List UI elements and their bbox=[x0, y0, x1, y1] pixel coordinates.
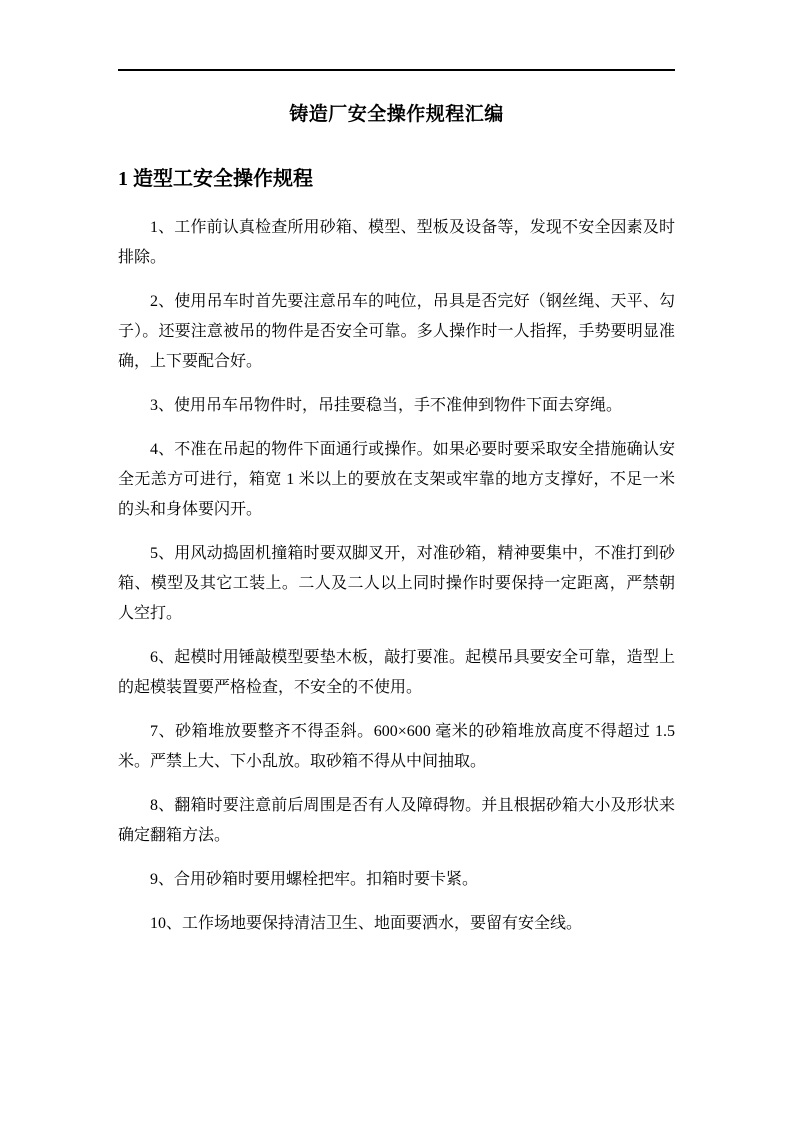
paragraph-3: 3、使用吊车吊物件时，吊挂要稳当，手不准伸到物件下面去穿绳。 bbox=[150, 396, 623, 414]
paragraph-7: 7、砂箱堆放要整齐不得歪斜。600×600 毫米的砂箱堆放高度不得超过 1.5 米。严禁上大、下小乱放。取砂箱不得从中间抽取。 bbox=[118, 722, 675, 770]
paragraph-4: 4、不准在吊起的物件下面通行或操作。如果必要时要采取安全措施确认安全无恙方可进行，箱宽 1 米以上的要放在支架或牢靠的地方支撑好，不足一米的头和身体要闪开。 bbox=[118, 440, 675, 518]
paragraph-9: 9、合用砂箱时要用螺栓把牢。扣箱时要卡紧。 bbox=[150, 870, 479, 888]
paragraph-2: 2、使用吊车时首先要注意吊车的吨位，吊具是否完好（钢丝绳、天平、勾子）。还要注意被吊的物件是否安全可靠。多人操作时一人指挥，手势要明显准确，上下要配合好。 bbox=[118, 292, 675, 370]
paragraph-list bbox=[118, 213, 675, 939]
paragraph-8: 8、翻箱时要注意前后周围是否有人及障碍物。并且根据砂箱大小及形状来确定翻箱方法。 bbox=[118, 796, 675, 844]
paragraph-1: 1、工作前认真检查所用砂箱、模型、型板及设备等，发现不安全因素及时排除。 bbox=[118, 218, 675, 266]
document-title: 铸造厂安全操作规程汇编 bbox=[289, 104, 504, 125]
page-header-rule bbox=[118, 0, 675, 71]
paragraph-10: 10、工作场地要保持清洁卫生、地面要洒水，要留有安全线。 bbox=[150, 914, 583, 932]
paragraph-6: 6、起模时用锤敲模型要垫木板，敲打要准。起模吊具要安全可靠，造型上的起模装置要严格检查，不安全的不使用。 bbox=[118, 648, 675, 696]
section-heading: 1 造型工安全操作规程 bbox=[118, 167, 313, 190]
paragraph-5: 5、用风动捣固机撞箱时要双脚叉开，对准砂箱，精神要集中，不准打到砂箱、模型及其它工装上。二人及二人以上同时操作时要保持一定距离，严禁朝人空打。 bbox=[118, 544, 675, 622]
